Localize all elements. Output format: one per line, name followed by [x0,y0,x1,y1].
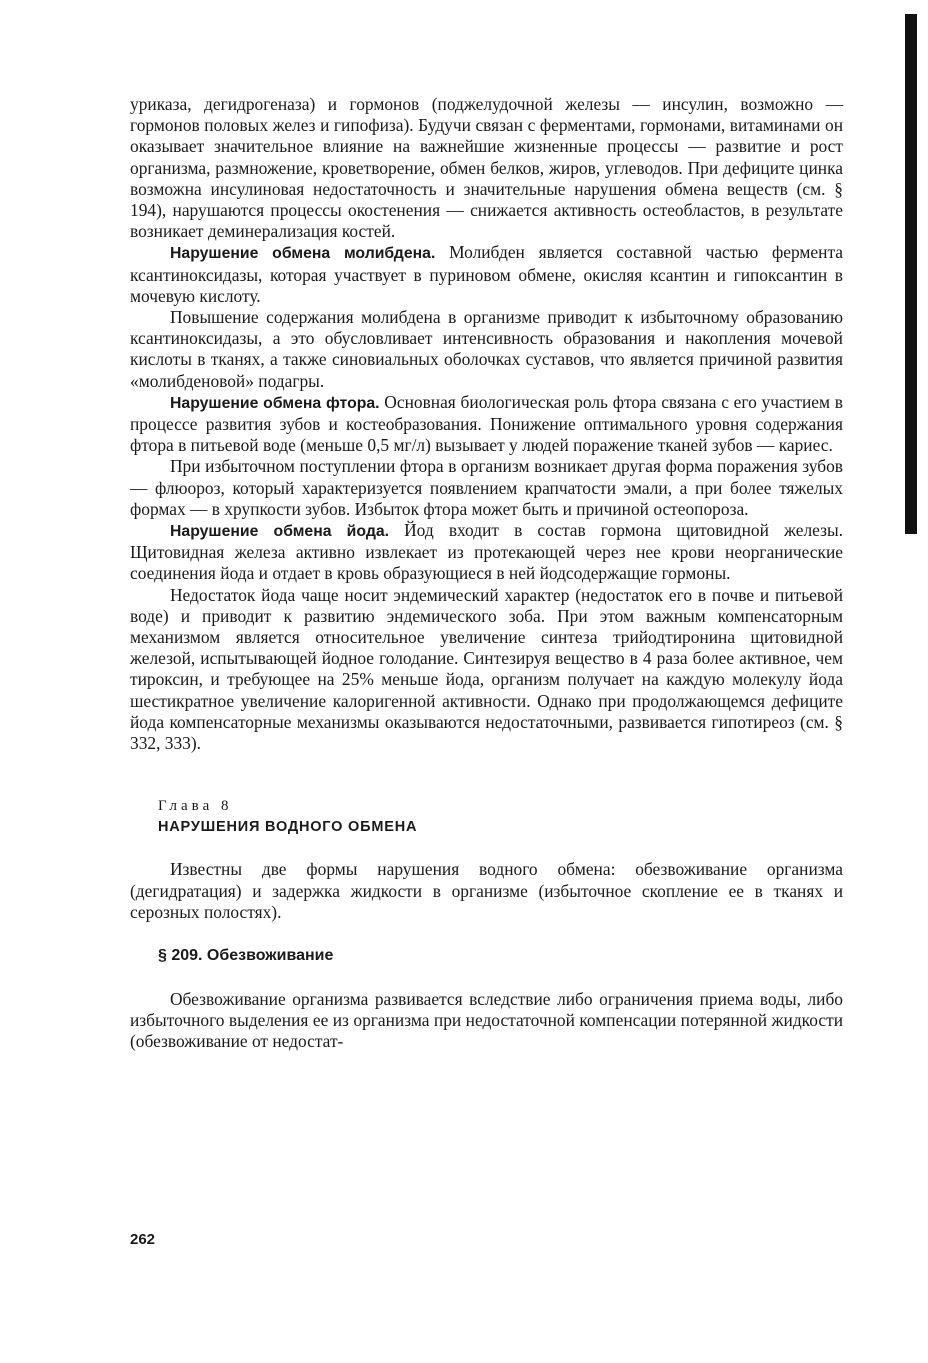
paragraph-lead: Нарушение обмена йода. [170,523,390,541]
paragraph-text: Известны две формы нарушения водного обмена: обезвоживание организма (дегидратация) и задержка жидкости в организме (избыточное скопление ее в тканях и серозных полостях). [130,859,843,922]
chapter-title: НАРУШЕНИЯ ВОДНОГО ОБМЕНА [158,819,418,836]
chapter-label: Глава 8 [158,798,233,815]
paragraph-zinc-continuation [130,94,843,242]
scan-edge-bar [905,14,917,534]
paragraph-iodine [130,520,843,585]
paragraph-text: Молибден является составной частью фермента ксантиноксидазы, которая участвует в пуриновом обмене, окисляя ксантин и гипоксантин в мочевую кислоту. [130,242,843,306]
paragraph-text: уриказа, дегидрогеназа) и гормонов (поджелудочной железы — инсулин, возможно — гормонов половых желез и гипофиза). Будучи связан с ферментами, гормонами, витаминами он оказывает значительное влияние на важнейшие жизненные процессы — развитие и рост организма, размножение, кроветворение, обмен белков, жиров, углеводов. При дефиците цинка возможна инсулиновая недостаточность и значительные нарушения обмена веществ (см. § 194), нарушаются процессы окостенения — снижается активность остеобластов, в результате возникает деминерализация костей. [130,94,843,242]
paragraph-text: Обезвоживание организма развивается вследствие либо ограничения приема воды, либо избыточного выделения ее из организма при недостаточной компенсации потерянной жидкости (обезвоживание от недостат- [130,988,843,1052]
page-content [130,94,843,1053]
paragraph-fluorine-excess [130,456,843,520]
paragraph-fluorine [130,392,843,457]
paragraph-text: При избыточном поступлении фтора в организм возникает другая форма поражения зубов — флюороз, который характеризуется появлением крапчатости эмали, а при более тяжелых формах — в хрупкости зубов. Избыток фтора может быть и причиной остеопороза. [130,456,843,519]
paragraph-lead: Нарушение обмена фтора. [170,394,380,412]
paragraph-molybdenum [130,242,843,307]
section-heading: § 209. Обезвоживание [158,946,334,964]
paragraph-text: Недостаток йода чаще носит эндемический характер (недостаток его в почве и питьевой воде) и приводит к развитию эндемического зоба. При этом важным компенсаторным механизмом является относительное увеличение синтеза трийодтиронина щитовидной железой, испытывающей йодное голодание. Синтезируя вещество в 4 раза более активное, чем тироксин, и требующее на 25% меньше йода, организм получает на каждую молекулу йода шестикратное увеличение калоригенной активности. Однако при продолжающемся дефиците йода компенсаторные механизмы оказываются недостаточными, развивается гипотиреоз (см. § 332, 333). [130,584,843,754]
paragraph-molybdenum-excess [130,307,843,392]
page-number: 262 [130,1231,156,1248]
paragraph-iodine-deficiency [130,585,843,755]
paragraph-text: Основная биологическая роль фтора связана с его участием в процессе развития зубов и костеобразования. Понижение оптимального уровня содержания фтора в питьевой воде (меньше 0,5 мг/л) вызывает у людей поражение тканей зубов — кариес. [130,391,843,456]
chapter-intro [130,859,843,923]
paragraph-text: Повышение содержания молибдена в организме приводит к избыточному образованию ксантиноксидазы, а это обусловливает интенсивность образования и накопления мочевой кислоты в тканях, а также синовиальных оболочках суставов, что является причиной развития «молибденовой» подагры. [130,307,843,391]
section-intro [130,989,843,1053]
paragraph-text: Йод входит в состав гормона щитовидной железы. Щитовидная железа активно извлекает из протекающей через нее крови неорганические соединения йода и отдает в кровь образующиеся в ней йодсодержащие гормоны. [130,520,843,584]
paragraph-lead: Нарушение обмена молибдена. [170,245,436,263]
